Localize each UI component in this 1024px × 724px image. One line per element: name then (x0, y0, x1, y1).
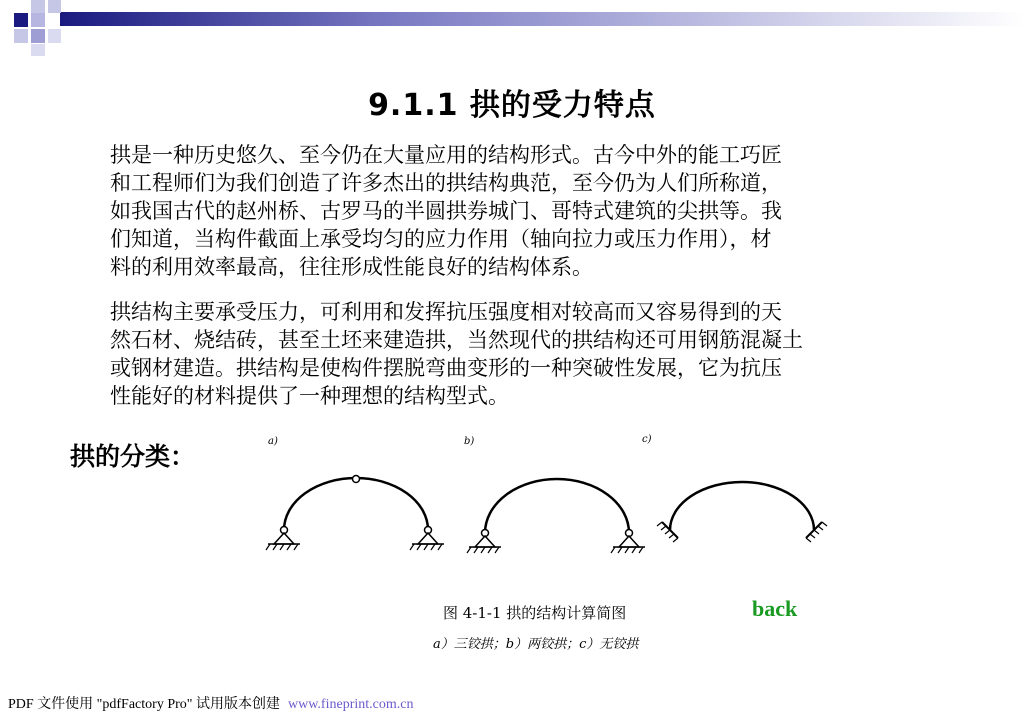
arch-diagram (250, 430, 830, 660)
pdf-footer (8, 693, 413, 713)
classification-label: 拱的分类： (70, 442, 196, 471)
paragraph-line: 们知道，当构件截面上承受均匀的应力作用（轴向拉力或压力作用），材 (110, 227, 772, 251)
figure-subcaption: a）三铰拱；b）两铰拱；c）无铰拱 (433, 637, 639, 652)
three-hinged-arch (266, 476, 444, 551)
hingeless-arch (657, 482, 827, 542)
paragraph-line: 性能好的材料提供了一种理想的结构型式。 (110, 384, 509, 408)
header-decoration (0, 0, 1024, 60)
paragraph-history (110, 141, 960, 281)
paragraph-line: 和工程师们为我们创造了许多杰出的拱结构典范，至今仍为人们所称道， (110, 171, 782, 195)
paragraph-compression (110, 298, 960, 410)
paragraph-line: 或钢材建造。拱结构是使构件摆脱弯曲变形的一种突破性发展，它为抗压 (110, 356, 782, 380)
footer-url-link[interactable]: www.fineprint.com.cn (288, 697, 414, 712)
paragraph-line: 拱是一种历史悠久、至今仍在大量应用的结构形式。古今中外的能工巧匠 (110, 143, 782, 167)
figure-label-a: a) (268, 436, 278, 447)
figure-label-c: c) (642, 434, 652, 445)
header-square-dark (14, 13, 28, 27)
paragraph-line: 拱结构主要承受压力，可利用和发挥抗压强度相对较高而又容易得到的天 (110, 300, 782, 324)
back-link[interactable]: back (752, 596, 798, 621)
two-hinged-arch (467, 479, 645, 553)
page-title: 9.1.1 拱的受力特点 (368, 88, 656, 123)
footer-text: PDF 文件使用 "pdfFactory Pro" 试用版本创建 (8, 697, 280, 712)
paragraph-line: 然石材、烧结砖，甚至土坯来建造拱，当然现代的拱结构还可用钢筋混凝土 (110, 328, 803, 352)
figure-label-b: b) (464, 436, 475, 447)
figure-caption: 图 4-1-1 拱的结构计算简图 (443, 604, 627, 622)
paragraph-line: 如我国古代的赵州桥、古罗马的半圆拱券城门、哥特式建筑的尖拱等。我 (110, 199, 782, 223)
paragraph-line: 料的利用效率最高，往往形成性能良好的结构体系。 (110, 255, 593, 279)
